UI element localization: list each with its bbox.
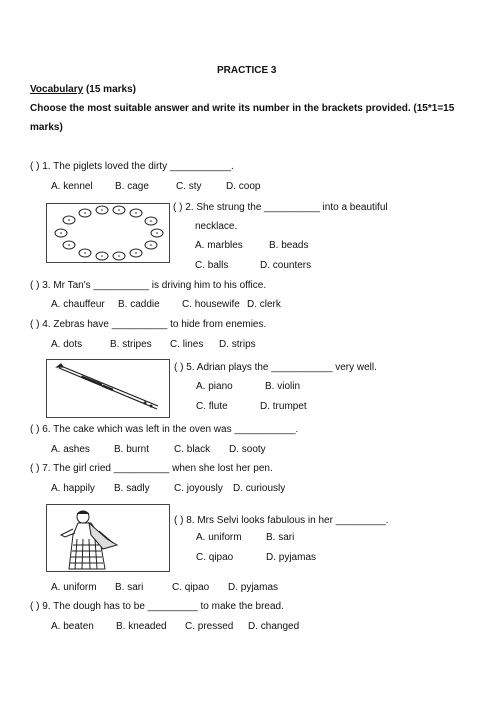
q8-option-d: D. pyjamas [228,582,279,593]
beads-necklace-picture [46,203,170,263]
section-marks: (15 marks) [83,84,136,95]
q3-option-c: C. housewife [182,299,240,310]
question-1-stem: ( ) 1. The piglets loved the dirty ___________. [30,161,234,172]
q4-option-a: A. dots [51,339,83,350]
question-6-stem: ( ) 6. The cake which was left in the oven was ___________. [30,424,299,435]
q5-option-a: A. piano [196,381,233,392]
section-name: Vocabulary [30,84,84,95]
q6-option-d: D. sooty [229,444,266,455]
q5-option-c: C. flute [196,401,228,412]
q8-option-c: C. qipao [172,582,210,593]
q7-option-a: A. happily [51,483,95,494]
beads-necklace-icon [47,204,169,262]
question-7-stem: ( ) 7. The girl cried __________ when she lost her pen. [30,463,273,474]
q8-option-d-right: D. pyjamas [266,552,317,563]
flute-icon [47,360,169,417]
q3-option-b: B. caddie [118,299,160,310]
q4-option-c: C. lines [170,339,204,350]
q9-option-c: C. pressed [185,621,234,632]
section-heading [30,84,136,96]
question-4-stem: ( ) 4. Zebras have __________ to hide from enemies. [30,319,267,330]
instruction-line-2: marks) [30,122,63,133]
woman-in-sari-icon [47,505,169,571]
q2-option-b: B. beads [269,240,309,251]
flute-picture [46,359,170,418]
question-9-stem: ( ) 9. The dough has to be _________ to make the bread. [30,601,284,612]
page-title: PRACTICE 3 [217,65,277,76]
question-3-stem: ( ) 3. Mr Tan's __________ is driving him to his office. [30,280,267,291]
woman-in-sari-picture [46,504,170,572]
q6-option-c: C. black [174,444,211,455]
q7-option-c: C. joyously [174,483,223,494]
q7-option-d: D. curiously [233,483,286,494]
q9-option-b: B. kneaded [116,621,167,632]
q7-option-b: B. sadly [114,483,150,494]
question-8-stem: ( ) 8. Mrs Selvi looks fabulous in her _________. [174,515,389,526]
q2-option-c: C. balls [195,260,229,271]
q2-option-a: A. marbles [195,240,243,251]
q8-option-a: A. uniform [51,582,97,593]
q6-option-b: B. burnt [114,444,150,455]
question-2-stem: ( ) 2. She strung the __________ into a beautiful [173,202,388,213]
q9-option-a: A. beaten [51,621,94,632]
q4-option-d: D. strips [219,339,256,350]
q8-option-b-right: B. sari [266,532,295,543]
q1-option-d: D. coop [226,181,261,192]
q5-option-d: D. trumpet [260,401,307,412]
q8-option-c-right: C. qipao [196,552,234,563]
q1-option-b: B. cage [115,181,149,192]
q9-option-d: D. changed [248,621,300,632]
q3-option-d: D. clerk [247,299,281,310]
q8-option-b: B. sari [115,582,144,593]
question-2-stem-continued: necklace. [195,221,238,232]
question-5-stem: ( ) 5. Adrian plays the ___________ very well. [174,362,377,373]
q8-option-a-right: A. uniform [196,532,242,543]
q5-option-b: B. violin [265,381,301,392]
instruction-line-1: Choose the most suitable answer and write its number in the brackets provided. (15*1=15 [30,103,455,114]
q2-option-d: D. counters [260,260,312,271]
q6-option-a: A. ashes [51,444,90,455]
q1-option-c: C. sty [176,181,202,192]
q4-option-b: B. stripes [110,339,152,350]
q3-option-a: A. chauffeur [51,299,105,310]
q1-option-a: A. kennel [51,181,93,192]
